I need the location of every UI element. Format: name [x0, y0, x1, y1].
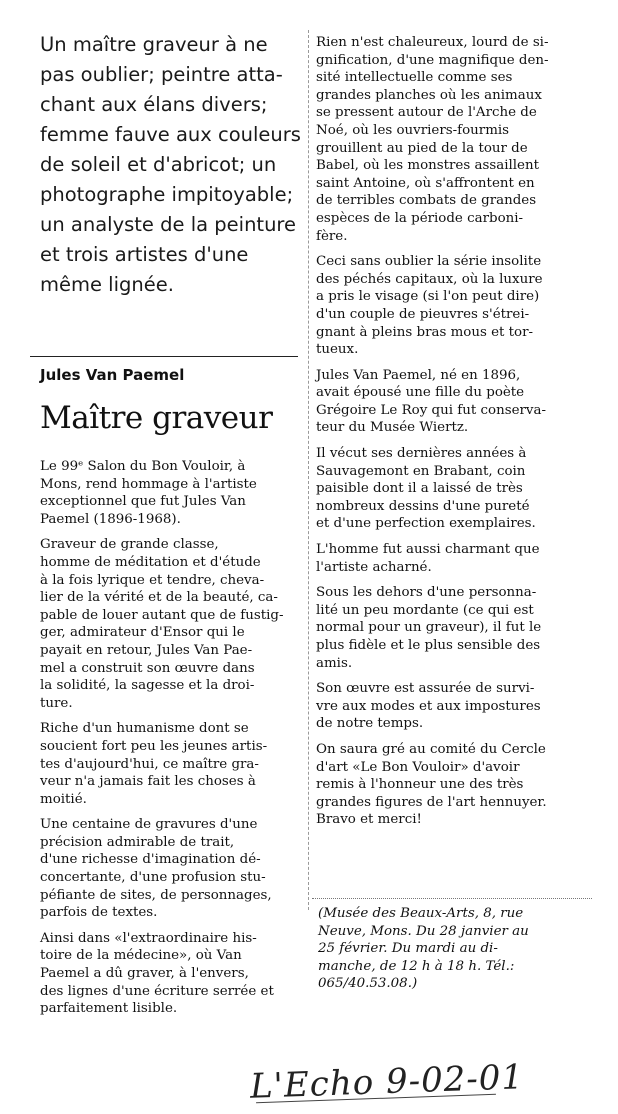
text-line: 065/40.53.08.)	[318, 976, 418, 992]
text-line: Le 99ᵉ Salon du Bon Vouloir, à	[40, 459, 246, 474]
paragraph	[316, 253, 590, 359]
text-line: Neuve, Mons. Du 28 janvier au	[318, 923, 529, 939]
text-line: espèces de la période carboni-	[316, 210, 524, 226]
text-line: ture.	[40, 695, 73, 711]
text-line: d'une richesse d'imagination dé-	[40, 852, 261, 868]
text-line: l'artiste acharné.	[316, 559, 432, 575]
lede-line: photographe impitoyable;	[40, 183, 294, 206]
lede-line: Un maître graveur à ne	[40, 33, 268, 56]
text-line: précision admirable de trait,	[40, 834, 235, 850]
text-line: tueux.	[316, 342, 359, 358]
text-line: Paemel a dû graver, à l'envers,	[40, 966, 249, 982]
lede-line: un analyste de la peinture	[40, 213, 297, 236]
text-line: Rien n'est chaleureux, lourd de si-	[316, 35, 549, 50]
paragraph	[40, 720, 308, 808]
text-line: Riche d'un humanisme dont se	[40, 721, 249, 737]
text-line: plus fidèle et le plus sensible des	[316, 638, 541, 653]
kicker: Jules Van Paemel	[40, 366, 185, 384]
lede-paragraph	[40, 30, 300, 300]
text-line: nombreux dessins d'une pureté	[316, 498, 530, 514]
paragraph	[316, 541, 590, 576]
text-line: des lignes d'une écriture serrée et	[40, 983, 274, 999]
text-line: gnant à pleins bras mous et tor-	[316, 324, 534, 340]
text-line: lier de la vérité et de la beauté, ca-	[40, 590, 278, 606]
lede-line: de soleil et d'abricot; un	[40, 153, 277, 176]
text-line: Sauvagemont en Brabant, coin	[316, 463, 526, 479]
text-line: gnification, d'une magnifique den-	[316, 52, 549, 68]
exhibition-info	[318, 905, 592, 993]
text-line: moitié.	[40, 791, 87, 807]
info-separator	[312, 898, 592, 899]
text-line: de terribles combats de grandes	[316, 193, 537, 209]
text-line: vre aux modes et aux impostures	[316, 698, 541, 714]
handwritten-source-note: L'Echo 9-02-01	[249, 1057, 525, 1107]
text-line: ger, admirateur d'Ensor qui le	[40, 625, 245, 641]
lede-line: même lignée.	[40, 273, 174, 296]
text-line: grouillent au pied de la tour de	[316, 140, 528, 156]
text-line: toire de la médecine», où Van	[40, 948, 242, 964]
text-line: 25 février. Du mardi au di-	[318, 941, 498, 957]
column-divider	[308, 30, 309, 910]
text-line: mel a construit son œuvre dans	[40, 660, 255, 676]
text-line: On saura gré au comité du Cercle	[316, 741, 546, 757]
text-line: de notre temps.	[316, 716, 424, 732]
text-line: fère.	[316, 228, 348, 244]
text-line: Mons, rend hommage à l'artiste	[40, 476, 257, 492]
text-line: remis à l'honneur une des très	[316, 777, 524, 793]
text-line: grandes planches où les animaux	[316, 87, 542, 103]
text-line: concertante, d'une profusion stu-	[40, 870, 266, 886]
text-line: Graveur de grande classe,	[40, 537, 219, 553]
right-column	[316, 34, 590, 837]
text-line: se pressent autour de l'Arche de	[316, 105, 537, 121]
paragraph	[316, 680, 590, 733]
text-line: saint Antoine, où s'affrontent en	[316, 175, 535, 191]
text-line: tes d'aujourd'hui, ce maître gra-	[40, 756, 259, 772]
text-line: Il vécut ses dernières années à	[316, 446, 527, 462]
section-rule	[30, 356, 298, 357]
text-line: Bravo et merci!	[316, 812, 422, 828]
text-line: des péchés capitaux, où la luxure	[316, 271, 543, 287]
lede-line: chant aux élans divers;	[40, 93, 268, 116]
text-line: Noé, où les ouvriers-fourmis	[316, 122, 510, 138]
text-line: et d'une perfection exemplaires.	[316, 516, 536, 532]
text-line: d'art «Le Bon Vouloir» d'avoir	[316, 759, 520, 775]
text-line: exceptionnel que fut Jules Van	[40, 494, 246, 510]
text-line: Jules Van Paemel, né en 1896,	[316, 367, 521, 383]
text-line: Grégoire Le Roy qui fut conserva-	[316, 402, 546, 418]
text-line: la solidité, la sagesse et la droi-	[40, 678, 255, 694]
paragraph	[40, 458, 308, 528]
text-line: Ainsi dans «l'extraordinaire his-	[40, 930, 257, 946]
text-line: homme de méditation et d'étude	[40, 554, 261, 570]
paragraph	[40, 536, 308, 712]
text-line: à la fois lyrique et tendre, cheva-	[40, 572, 265, 588]
text-line: paisible dont il a laissé de très	[316, 481, 523, 497]
paragraph	[316, 445, 590, 533]
text-line: veur n'a jamais fait les choses à	[40, 774, 256, 790]
headline: Maître graveur	[40, 400, 273, 436]
text-line: sité intellectuelle comme ses	[316, 70, 513, 86]
text-line: Paemel (1896-1968).	[40, 511, 181, 527]
text-line: Une centaine de gravures d'une	[40, 817, 258, 833]
text-line: grandes figures de l'art hennuyer.	[316, 794, 547, 810]
text-line: Sous les dehors d'une personna-	[316, 585, 537, 601]
text-line: (Musée des Beaux-Arts, 8, rue	[318, 906, 524, 921]
text-line: soucient fort peu les jeunes artis-	[40, 738, 268, 754]
text-line: péfiante de sites, de personnages,	[40, 887, 272, 903]
text-line: parfois de textes.	[40, 905, 158, 921]
paragraph	[316, 367, 590, 437]
text-line: normal pour un graveur), il fut le	[316, 620, 542, 636]
text-line: lité un peu mordante (ce qui est	[316, 602, 534, 618]
left-column	[40, 458, 308, 1026]
text-line: teur du Musée Wiertz.	[316, 420, 469, 436]
paragraph	[316, 741, 590, 829]
text-line: d'un couple de pieuvres s'étrei-	[316, 306, 530, 322]
text-line: avait épousé une fille du poète	[316, 385, 525, 401]
text-line: pable de louer autant que de fustig-	[40, 607, 284, 623]
text-line: parfaitement lisible.	[40, 1001, 178, 1017]
text-line: Ceci sans oublier la série insolite	[316, 254, 542, 270]
lede-line: pas oublier; peintre atta-	[40, 63, 283, 86]
text-line: Babel, où les monstres assaillent	[316, 158, 539, 174]
text-line: payait en retour, Jules Van Pae-	[40, 642, 253, 658]
lede-line: et trois artistes d'une	[40, 243, 249, 266]
text-line: L'homme fut aussi charmant que	[316, 542, 540, 558]
lede-line: femme fauve aux couleurs	[40, 123, 301, 146]
text-line: manche, de 12 h à 18 h. Tél.:	[318, 958, 515, 974]
paragraph	[40, 816, 308, 922]
text-line: Son œuvre est assurée de survi-	[316, 681, 535, 697]
paragraph	[316, 584, 590, 672]
text-line: a pris le visage (si l'on peut dire)	[316, 289, 540, 305]
text-line: amis.	[316, 655, 353, 671]
paragraph	[316, 34, 590, 245]
paragraph	[40, 930, 308, 1018]
